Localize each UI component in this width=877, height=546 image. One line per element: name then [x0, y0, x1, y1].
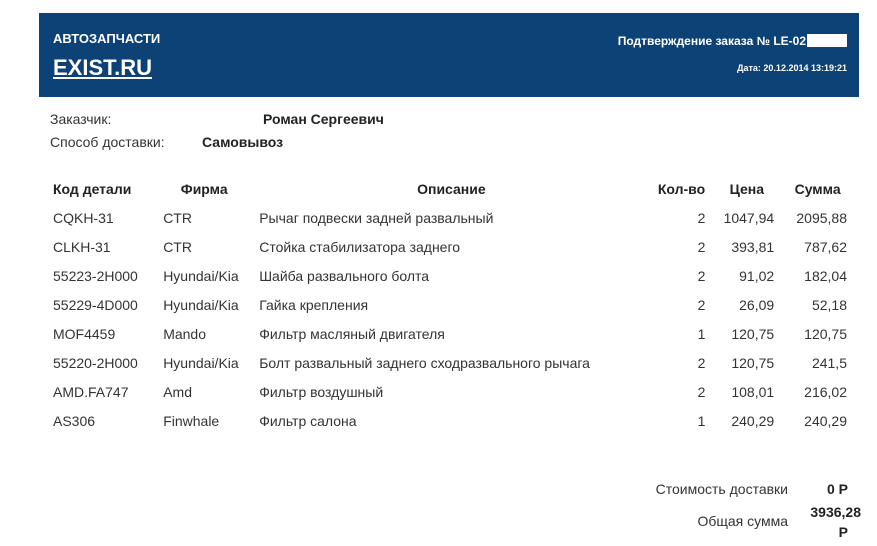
- part-sum: 240,29: [804, 412, 847, 429]
- part-code: AMD.FA747: [53, 383, 129, 400]
- part-description: Фильтр воздушный: [259, 383, 384, 400]
- part-code: MOF4459: [53, 325, 116, 342]
- part-brand: Finwhale: [163, 412, 220, 429]
- table-row: [46, 319, 854, 348]
- part-quantity: 2: [697, 354, 706, 371]
- part-code: 55223-2H000: [53, 267, 138, 284]
- header-part-code: Код детали: [53, 180, 132, 197]
- part-brand: Hyundai/Kia: [163, 354, 239, 371]
- table-row: [46, 203, 854, 232]
- part-brand: Mando: [163, 325, 206, 342]
- part-sum: 52,18: [811, 296, 847, 313]
- part-brand: Hyundai/Kia: [163, 267, 239, 284]
- part-code: 55229-4D000: [53, 296, 138, 313]
- part-price: 240,29: [731, 412, 775, 429]
- part-quantity: 2: [697, 383, 706, 400]
- total-sum-label: Общая сумма: [697, 513, 788, 529]
- part-quantity: 2: [697, 296, 706, 313]
- part-brand: CTR: [163, 209, 192, 226]
- table-header-row: [46, 174, 854, 203]
- part-quantity: 2: [697, 238, 706, 255]
- part-quantity: 1: [697, 325, 706, 342]
- order-title: [618, 34, 847, 48]
- part-code: CQKH-31: [53, 209, 114, 226]
- part-quantity: 2: [697, 267, 706, 284]
- part-price: 1047,94: [723, 209, 775, 226]
- customer-name: Роман Сергеевич: [263, 111, 384, 127]
- brand-logo-link[interactable]: EXIST.RU: [53, 55, 153, 80]
- header-description: Описание: [417, 180, 486, 197]
- redacted-order-number: [807, 34, 847, 47]
- delivery-cost-label: Стоимость доставки: [655, 481, 788, 497]
- total-sum-value: 3936,28: [810, 504, 861, 520]
- table-row: [46, 377, 854, 406]
- part-sum: 2095,88: [796, 209, 847, 226]
- order-header: [39, 13, 859, 97]
- part-description: Фильтр масляный двигателя: [259, 325, 445, 342]
- part-description: Рычаг подвески задней развальный: [259, 209, 494, 226]
- part-code: CLKH-31: [53, 238, 111, 255]
- part-brand: CTR: [163, 238, 192, 255]
- header-quantity: Кол-во: [657, 180, 706, 197]
- part-brand: Amd: [163, 383, 192, 400]
- part-code: AS306: [53, 412, 96, 429]
- part-brand: Hyundai/Kia: [163, 296, 239, 313]
- part-price: 108,01: [731, 383, 775, 400]
- part-price: 91,02: [739, 267, 775, 284]
- part-code: 55220-2H000: [53, 354, 138, 371]
- table-row: [46, 290, 854, 319]
- delivery-method-value: Самовывоз: [202, 134, 284, 150]
- part-price: 120,75: [731, 354, 775, 371]
- part-description: Стойка стабилизатора заднего: [259, 238, 461, 255]
- header-brand: Фирма: [180, 180, 228, 197]
- delivery-method-label: Способ доставки:: [50, 134, 165, 150]
- brand-subtitle: АВТОЗАПЧАСТИ: [53, 31, 161, 46]
- order-title-text: Подтверждение заказа № LE-02: [617, 34, 806, 48]
- part-description: Гайка крепления: [259, 296, 369, 313]
- table-row: [46, 348, 854, 377]
- part-sum: 120,75: [804, 325, 847, 342]
- part-sum: 241,5: [811, 354, 847, 371]
- delivery-cost-value: 0 Р: [826, 481, 848, 497]
- part-price: 393,81: [731, 238, 775, 255]
- part-sum: 182,04: [804, 267, 847, 284]
- header-sum: Сумма: [794, 180, 841, 197]
- part-sum: 787,62: [804, 238, 847, 255]
- part-price: 120,75: [731, 325, 775, 342]
- order-items-table: [46, 174, 854, 435]
- customer-label: Заказчик:: [50, 111, 112, 127]
- header-price: Цена: [729, 180, 765, 197]
- table-row: [46, 261, 854, 290]
- part-quantity: 2: [697, 209, 706, 226]
- part-quantity: 1: [697, 412, 706, 429]
- order-date: Дата: 20.12.2014 13:19:21: [737, 63, 847, 73]
- total-sum-currency: Р: [838, 524, 848, 540]
- part-description: Шайба развального болта: [259, 267, 430, 284]
- table-row: [46, 232, 854, 261]
- part-description: Фильтр салона: [259, 412, 357, 429]
- part-price: 26,09: [739, 296, 775, 313]
- part-description: Болт развальный заднего сходразвального рычага: [259, 354, 590, 371]
- table-row: [46, 406, 854, 435]
- part-sum: 216,02: [804, 383, 847, 400]
